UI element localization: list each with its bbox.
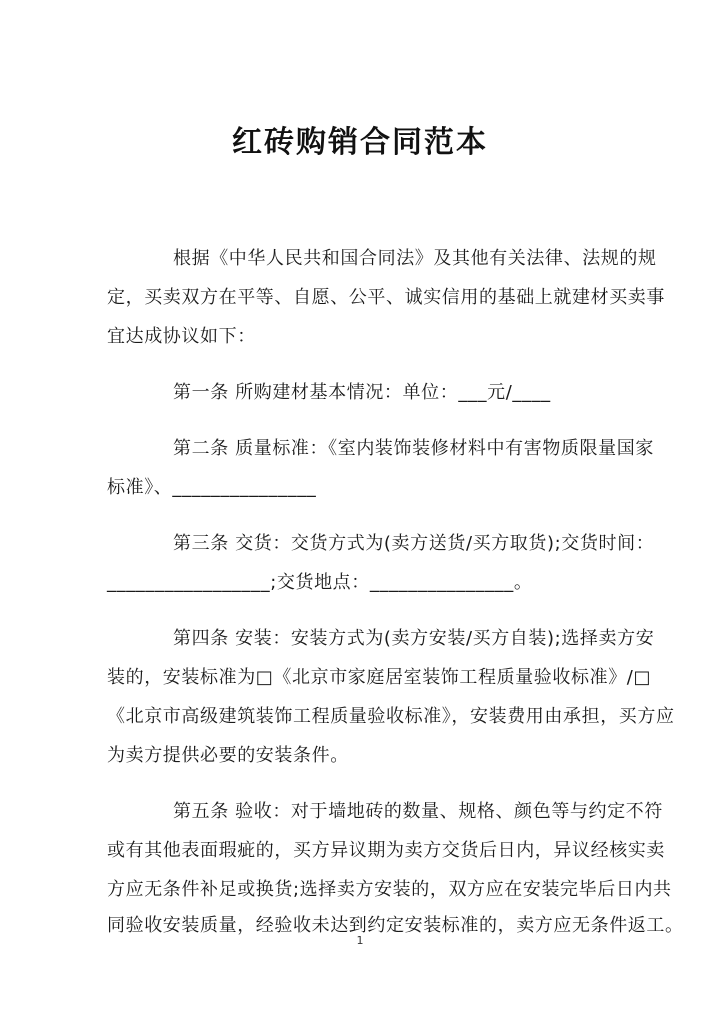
article-3-line-2: _________________;交货地点：_______________。 [107, 572, 533, 593]
article-1-line-1: 第一条 所购建材基本情况：单位：___元/____ [173, 382, 551, 403]
article-4-line-4: 为卖方提供必要的安装条件。 [107, 745, 349, 766]
preamble-line-1: 根据《中华人民共和国合同法》及其他有关法律、法规的规 [173, 248, 657, 269]
article-4-line-2: 装的，安装标准为□《北京市家庭居室装饰工程质量验收标准》/□ [107, 667, 652, 688]
preamble-line-3: 宜达成协议如下： [107, 326, 256, 347]
article-5-line-1: 第五条 验收：对于墙地砖的数量、规格、颜色等与约定不符 [173, 801, 663, 822]
article-4-line-3: 《北京市高级建筑装饰工程质量验收标准》，安装费用由承担，买方应 [107, 706, 675, 727]
article-4-line-1: 第四条 安装：安装方式为(卖方安装/买方自装);选择卖方安 [173, 628, 655, 649]
article-2-line-2: 标准》、_______________ [107, 477, 317, 498]
article-3-line-1: 第三条 交货：交货方式为(卖方送货/买方取货);交货时间： [173, 533, 655, 554]
article-5-line-4: 同验收安装质量，经验收未达到约定安装标准的，卖方应无条件返工。 [107, 915, 684, 936]
article-5-line-2: 或有其他表面瑕疵的，买方异议期为卖方交货后日内，异议经核实卖 [107, 840, 665, 861]
article-2-line-1: 第二条 质量标准：《室内装饰装修材料中有害物质限量国家 [173, 438, 654, 459]
page-number: 1 [356, 934, 364, 947]
document-title: 红砖购销合同范本 [232, 125, 488, 160]
article-5-line-3: 方应无条件补足或换货;选择卖方安装的，双方应在安装完毕后日内共 [107, 879, 672, 900]
preamble-line-2: 定，买卖双方在平等、自愿、公平、诚实信用的基础上就建材买卖事 [107, 287, 665, 308]
